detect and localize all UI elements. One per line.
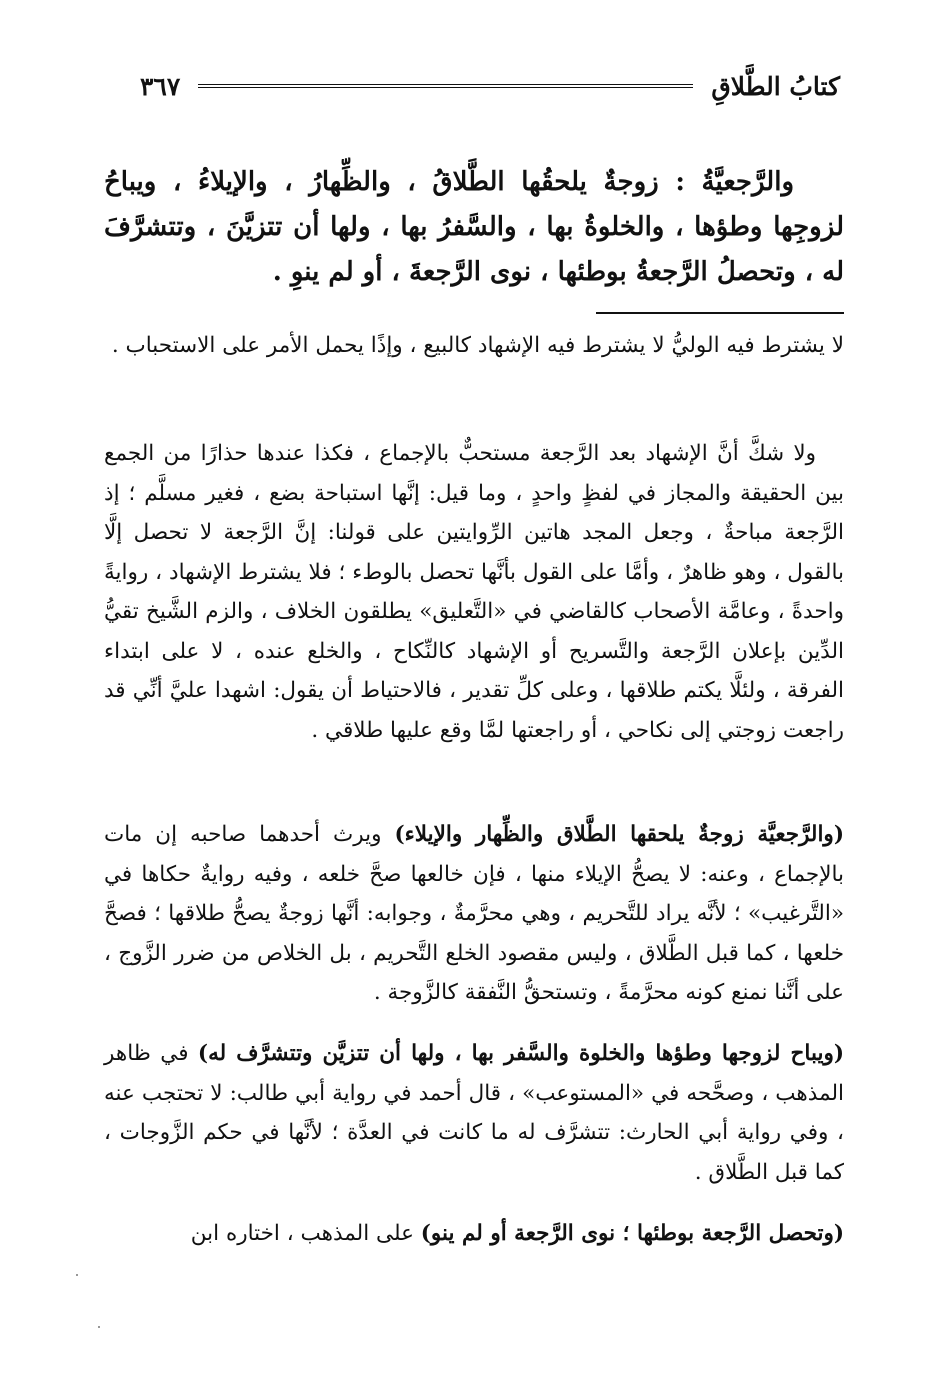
commentary-text: لا يشترط فيه الوليُّ لا يشترط فيه الإشهاد كالبيع ، وإذًا يحمل الأمر على الاستحباب . — [111, 333, 844, 358]
speckle — [76, 1274, 78, 1276]
scan-speckles — [72, 1270, 112, 1350]
lemma-quote: (وتحصل الرَّجعة بوطئها ؛ نوى الرَّجعة أو لم ينو) — [420, 1221, 844, 1246]
commentary-paragraph — [104, 326, 844, 366]
commentary-paragraph — [104, 434, 844, 750]
footnote-divider — [596, 312, 844, 314]
commentary-paragraph — [104, 1034, 844, 1192]
lemma-quote: (ويباح لزوجها وطؤها والخلوة والسَّفر بها ، ولها أن تتزيَّن وتتشرَّف له) — [197, 1041, 845, 1066]
chapter-title: كتابُ الطَّلاقِ — [711, 71, 840, 101]
commentary-text: ولا شكَّ أنَّ الإشهاد بعد الرَّجعة مستحبٌّ بالإجماع ، فكذا عندها حذارًا من الجمع بين الحقيقة والمجاز في لفظٍ واحدٍ ، وما قيل: إنَّها استباحة بضع ، فغير مسلَّم ؛ إذ الرَّجعة مباحةٌ ، وجعل المجد هاتين الرِّوايتين على قولنا: إنَّ الرَّجعة لا تحصل إلَّا بالقول ، وهو ظاهرٌ ، وأمَّا على القول بأنَّها تحصل بالوطء ؛ فلا يشترط الإشهاد ، روايةً واحدةً ، وعامَّة الأصحاب كالقاضي في «التَّعليق» يطلقون الخلاف ، والزم الشَّيخ تقيُّ الدِّين بإعلان الرَّجعة والتَّسريح أو الإشهاد كالنِّكاح ، والخلع عنده ، لا على ابتداء الفرقة ، ولئلَّا يكتم طلاقها ، وعلى كلِّ تقدير ، فالاحتياط أن يقول: اشهدا عليَّ أنِّي قد راجعت زوجتي إلى نكاحي ، أو راجعتها لمَّا وقع عليها طلاقي . — [104, 441, 844, 743]
commentary-text: ويرث أحدهما صاحبه إن مات بالإجماع ، وعنه: لا يصحُّ الإيلاء منها ، فإن خالعها صحَّ خلعه ، وفيه روايةٌ حكاها في «التَّرغيب» ؛ لأنَّه يراد للتَّحريم ، وهي محرَّمةٌ ، وجوابه: أنَّها زوجةٌ يصحُّ طلاقها ؛ فصحَّ خلعها ، كما قبل الطَّلاق ، وليس مقصود الخلع التَّحريم ، بل الخلاص من ضرر الزَّوج ، على أنَّنا نمنع كونه محرَّمةً ، وتستحقُّ النَّفقة كالزَّوجة . — [104, 822, 844, 1005]
lemma-quote: (والرَّجعيَّة زوجةٌ يلحقها الطَّلاق والظِّهار والإيلاء) — [394, 822, 844, 847]
commentary-text: على المذهب ، اختاره ابن — [190, 1221, 421, 1246]
speckle — [98, 1326, 100, 1328]
page-number: ٣٦٧ — [140, 71, 181, 101]
commentary-paragraph — [104, 1214, 844, 1254]
commentary-paragraph — [104, 815, 844, 1013]
running-header — [140, 66, 840, 106]
commentary-text: في ظاهر المذهب ، وصحَّحه في «المستوعب» ، قال أحمد في رواية أبي طالب: لا تحتجب عنه ، وفي رواية أبي الحارث: تتشرَّف له ما كانت في العدَّة ؛ لأنَّها في حكم الزَّوجات ، كما قبل الطَّلاق . — [104, 1041, 844, 1185]
matn-text: والرَّجعيَّةُ : زوجةٌ يلحقُها الطَّلاقُ ، والظِّهارُ ، والإيلاءُ ، ويباحُ لزوجِها وطؤها ، والخلوةُ بها ، والسَّفرُ بها ، ولها أن تتزيَّنَ ، وتتشرَّفَ له ، وتحصلُ الرَّجعةُ بوطئها ، نوى الرَّجعةَ ، أو لم ينوِ . — [104, 167, 844, 287]
header-rule — [198, 84, 693, 88]
